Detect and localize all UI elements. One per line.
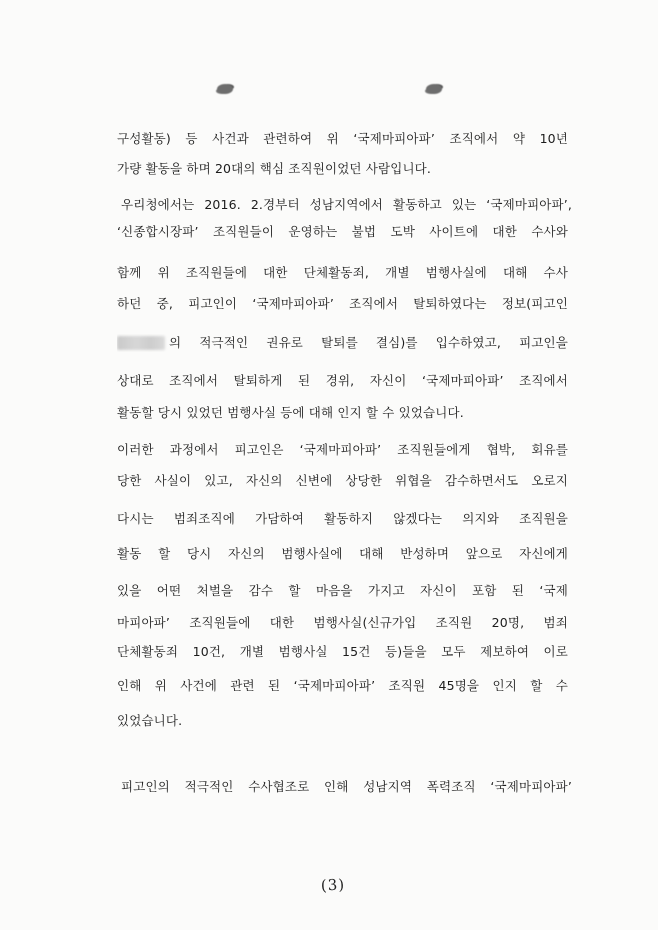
- paragraph-line: 상대로 조직에서 탈퇴하게 된 경위, 자신이 ‘국제마피아파’ 조직에서: [117, 373, 568, 388]
- paragraph-line: 피고인의 적극적인 수사협조로 인해 성남지역 폭력조직 ‘국제마피아파’: [121, 779, 572, 794]
- paragraph-line: 활동할 당시 있었던 범행사실 등에 대해 인지 할 수 있었습니다.: [117, 405, 464, 420]
- paragraph-line: 다시는 범죄조직에 가담하여 활동하지 않겠다는 의지와 조직원을: [117, 511, 568, 526]
- binder-hole-mark: [426, 84, 442, 94]
- paragraph-line: 함께 위 조직원들에 대한 단체활동죄, 개별 범행사실에 대해 수사: [117, 265, 568, 280]
- paragraph-line-text: 의 적극적인 권유로 탈퇴를 결심)를 입수하였고, 피고인을: [169, 335, 568, 350]
- paragraph-line: [117, 334, 568, 352]
- paragraph-line: 활동 할 당시 자신의 범행사실에 대해 반성하며 앞으로 자신에게: [117, 546, 568, 561]
- paragraph-line: 가량 활동을 하며 20대의 핵심 조직원이었던 사람입니다.: [117, 161, 432, 176]
- paragraph-line: 당한 사실이 있고, 자신의 신변에 상당한 위협을 감수하면서도 오로지: [117, 473, 568, 488]
- page-number: (3): [320, 875, 346, 895]
- paragraph-line: 구성활동) 등 사건과 관련하여 위 ‘국제마피아파’ 조직에서 약 10년: [117, 131, 568, 146]
- binder-hole-mark: [217, 84, 233, 94]
- paragraph-line: 우리청에서는 2016. 2.경부터 성남지역에서 활동하고 있는 ‘국제마피아파’,: [121, 197, 572, 212]
- redacted-name-block: [117, 336, 165, 350]
- paragraph-line: 단체활동죄 10건, 개별 범행사실 15건 등)들을 모두 제보하여 이로: [117, 644, 568, 659]
- paragraph-line: ‘신종합시장파’ 조직원들이 운영하는 불법 도박 사이트에 대한 수사와: [117, 224, 568, 239]
- paragraph-line: 하던 중, 피고인이 ‘국제마피아파’ 조직에서 탈퇴하였다는 정보(피고인: [117, 296, 568, 311]
- paragraph-line: 마피아파’ 조직원들에 대한 범행사실(신규가입 조직원 20명, 범죄: [117, 615, 568, 630]
- paragraph-line: 이러한 과정에서 피고인은 ‘국제마피아파’ 조직원들에게 협박, 회유를: [117, 442, 568, 457]
- paragraph-line: 있었습니다.: [117, 713, 183, 728]
- paragraph-line: 있을 어떤 처벌을 감수 할 마음을 가지고 자신이 포함 된 ‘국제: [117, 583, 568, 598]
- paragraph-line: 인해 위 사건에 관련 된 ‘국제마피아파’ 조직원 45명을 인지 할 수: [117, 678, 568, 693]
